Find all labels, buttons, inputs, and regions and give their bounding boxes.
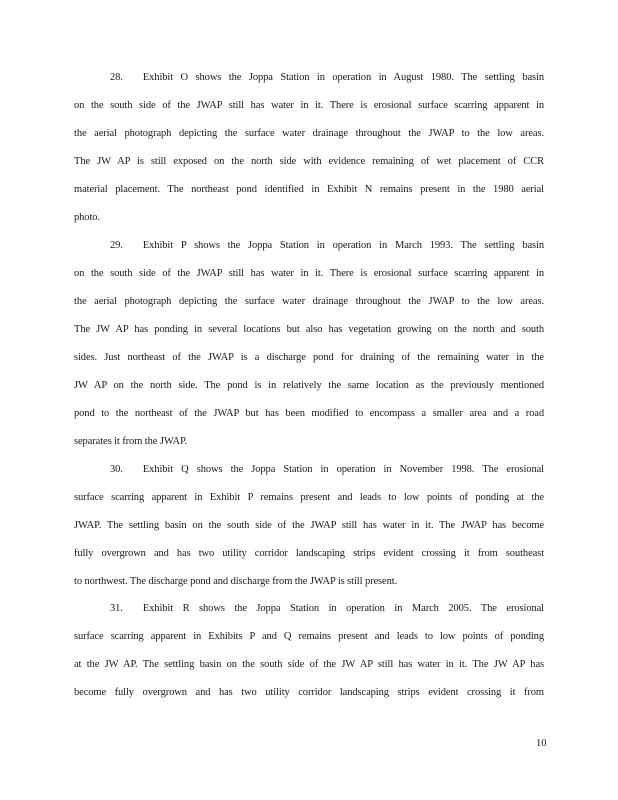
paragraph-first-line: 31. Exhibit R shows the Joppa Station in operation in March 2005. The erosional xyxy=(110,603,544,614)
paragraph-line: on the south side of the JWAP still has water in it. There is erosional surface scarring apparent in xyxy=(74,268,544,279)
paragraph-line: photo. xyxy=(74,212,100,223)
paragraph-number: 30. xyxy=(110,464,123,475)
paragraph-line: The JW AP is still exposed on the north side with evidence remaining of wet placement of CCR xyxy=(74,156,544,167)
paragraph-31 xyxy=(74,600,544,712)
paragraph-line: to northwest. The discharge pond and discharge from the JWAP is still present. xyxy=(74,576,398,587)
paragraph-line: sides. Just northeast of the JWAP is a discharge pond for draining of the remaining water in the xyxy=(74,352,544,363)
paragraph-first-line: 28. Exhibit O shows the Joppa Station in operation in August 1980. The settling basin xyxy=(110,72,544,83)
paragraph-line: on the south side of the JWAP still has water in it. There is erosional surface scarring apparent in xyxy=(74,100,544,111)
paragraph-28 xyxy=(74,69,544,237)
paragraph-line: fully overgrown and has two utility corridor landscaping strips evident crossing it from southeast xyxy=(74,548,544,559)
paragraph-line: material placement. The northeast pond identified in Exhibit N remains present in the 1980 aerial xyxy=(74,184,544,195)
paragraph-line: JWAP. The settling basin on the south side of the JWAP still has water in it. The JWAP has become xyxy=(74,520,544,531)
paragraph-line: surface scarring apparent in Exhibits P and Q remains present and leads to low points of ponding xyxy=(74,631,544,642)
paragraph-first-line: 29. Exhibit P shows the Joppa Station in operation in March 1993. The settling basin xyxy=(110,240,544,251)
paragraph-line: become fully overgrown and has two utility corridor landscaping strips evident crossing it from xyxy=(74,687,544,698)
paragraph-30 xyxy=(74,461,544,601)
paragraph-line: the aerial photograph depicting the surface water drainage throughout the JWAP to the low areas. xyxy=(74,296,544,307)
page-number: 10 xyxy=(536,738,547,749)
paragraph-line: separates it from the JWAP. xyxy=(74,436,188,447)
paragraph-line: The JW AP has ponding in several locations but also has vegetation growing on the north and south xyxy=(74,324,544,335)
paragraph-line: at the JW AP. The settling basin on the south side of the JW AP still has water in it. The JW AP has xyxy=(74,659,544,670)
paragraph-first-line: 30. Exhibit Q shows the Joppa Station in operation in November 1998. The erosional xyxy=(110,464,544,475)
paragraph-number: 28. xyxy=(110,72,123,83)
paragraph-line: pond to the northeast of the JWAP but has been modified to encompass a smaller area and a road xyxy=(74,408,544,419)
paragraph-29 xyxy=(74,237,544,461)
paragraph-line: the aerial photograph depicting the surface water drainage throughout the JWAP to the low areas. xyxy=(74,128,544,139)
paragraph-number: 29. xyxy=(110,240,123,251)
paragraph-line: surface scarring apparent in Exhibit P remains present and leads to low points of ponding at the xyxy=(74,492,544,503)
paragraph-number: 31. xyxy=(110,603,123,614)
paragraph-line: JW AP on the north side. The pond is in relatively the same location as the previously mentioned xyxy=(74,380,544,391)
